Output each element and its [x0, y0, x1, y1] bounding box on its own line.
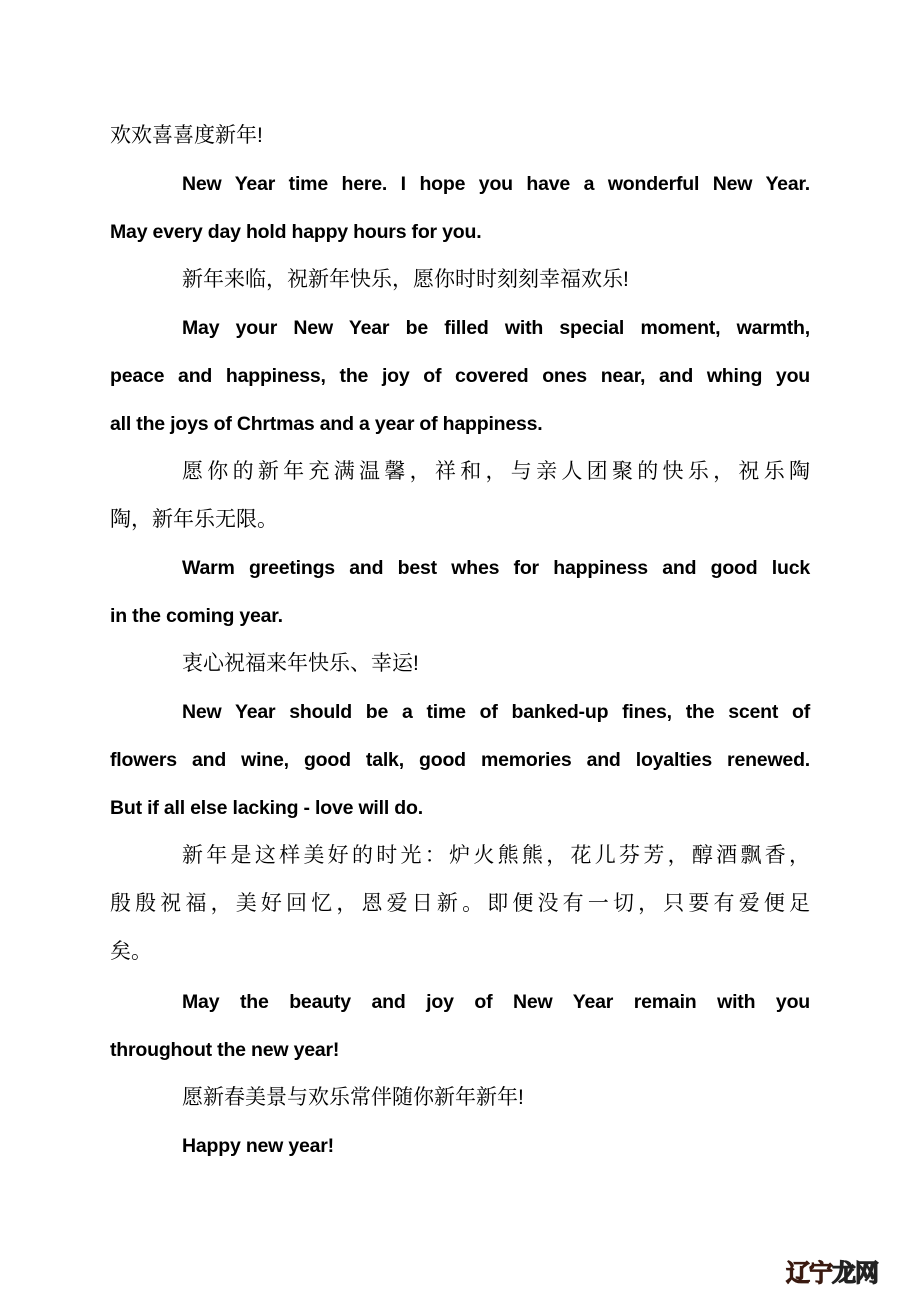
- text-line: 愿新春美景与欢乐常伴随你新年新年!: [182, 1086, 524, 1109]
- text-line: 新年是这样美好的时光：炉火熊熊，花儿芬芳，醇酒飘香，: [182, 844, 810, 867]
- text-line: 矣。: [110, 940, 152, 963]
- text-line: New Year should be a time of banked-up fines, the scent of: [182, 701, 810, 723]
- text-line: peace and happiness, the joy of covered ones near, and whing you: [110, 365, 810, 387]
- watermark-part-2: 龙网: [832, 1260, 878, 1287]
- text-line: May your New Year be filled with special moment, warmth,: [182, 317, 810, 339]
- text-line: 欢欢喜喜度新年!: [110, 124, 263, 147]
- text-line: May the beauty and joy of New Year remain with you: [182, 991, 810, 1013]
- text-line: But if all else lacking - love will do.: [110, 797, 423, 819]
- text-line: Happy new year!: [182, 1135, 334, 1157]
- text-line: Warm greetings and best whes for happiness and good luck: [182, 557, 810, 579]
- text-line: New Year time here. I hope you have a wonderful New Year.: [182, 173, 810, 195]
- text-line: 殷殷祝福，美好回忆，恩爱日新。即便没有一切，只要有爱便足: [110, 892, 810, 915]
- text-line: in the coming year.: [110, 605, 283, 627]
- watermark-part-1: 辽宁: [786, 1260, 832, 1287]
- text-line: May every day hold happy hours for you.: [110, 221, 482, 243]
- text-line: 愿你的新年充满温馨，祥和，与亲人团聚的快乐，祝乐陶: [182, 460, 810, 483]
- text-line: flowers and wine, good talk, good memories and loyalties renewed.: [110, 749, 810, 771]
- site-watermark-logo: [786, 1253, 878, 1288]
- text-line: throughout the new year!: [110, 1039, 340, 1061]
- text-line: 陶，新年乐无限。: [110, 508, 278, 531]
- text-line: 衷心祝福来年快乐、幸运!: [182, 652, 419, 675]
- text-line: 新年来临，祝新年快乐，愿你时时刻刻幸福欢乐!: [182, 268, 629, 291]
- text-line: all the joys of Chrtmas and a year of happiness.: [110, 413, 543, 435]
